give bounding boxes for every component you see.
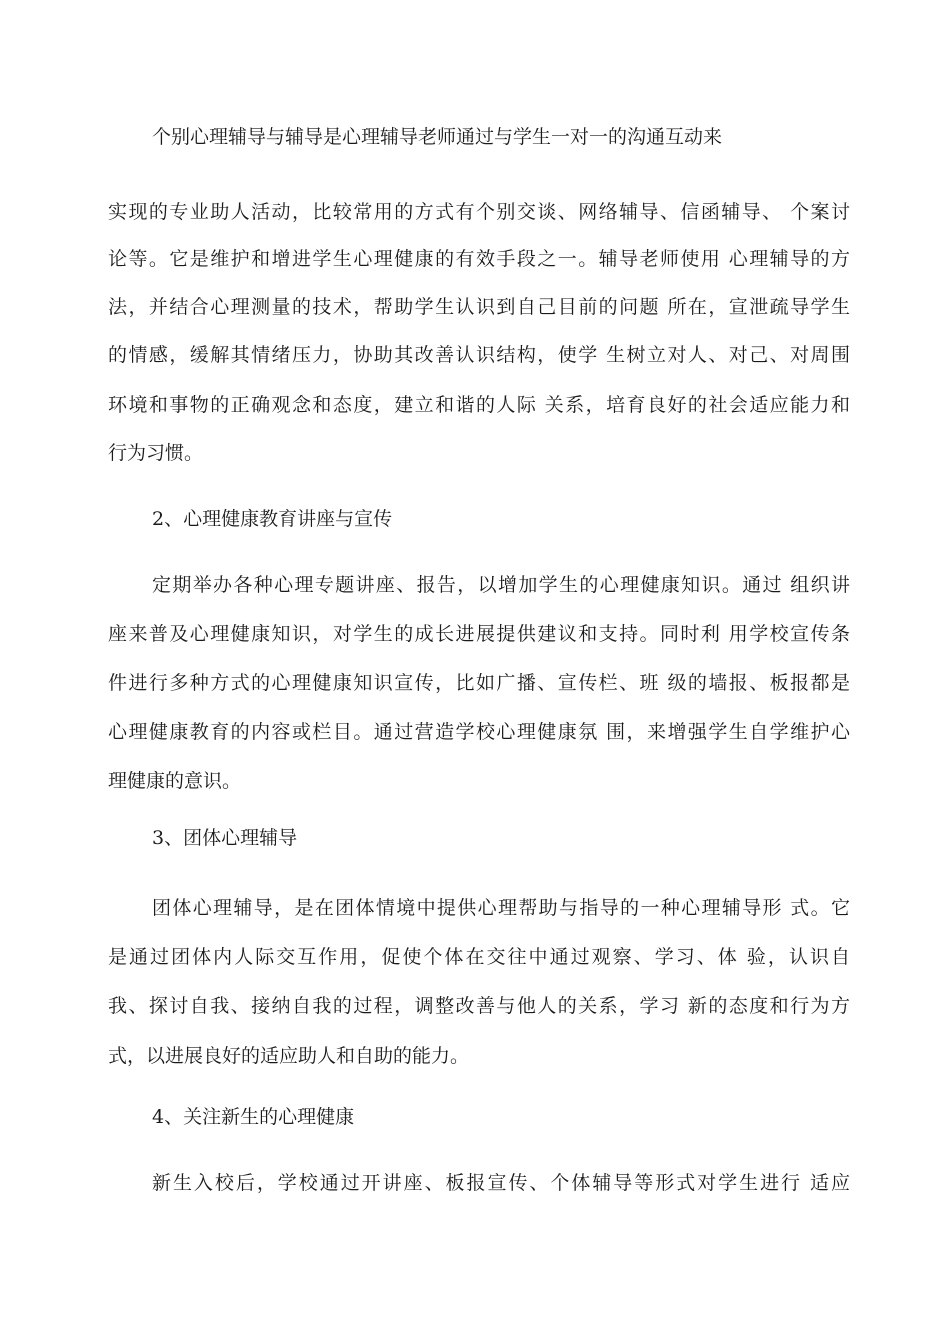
paragraph-line: 团体心理辅导，是在团体情境中提供心理帮助与指导的一种心理辅导形 式。它 [152, 897, 850, 919]
paragraph-line: 环境和事物的正确观念和态度，建立和谐的人际 关系，培育良好的社会适应能力和 [108, 394, 850, 416]
paragraph-line: 行为习惯。 [108, 442, 204, 464]
intro-first-line: 个别心理辅导与辅导是心理辅导老师通过与学生一对一的沟通互动来 [152, 126, 723, 148]
paragraph-line: 理健康的意识。 [108, 770, 242, 792]
paragraph-line: 新生入校后，学校通过开讲座、板报宣传、个体辅导等形式对学生进行 适应 [152, 1172, 850, 1194]
paragraph-line: 件进行多种方式的心理健康知识宣传，比如广播、宣传栏、班 级的墙报、板报都是 [108, 672, 850, 694]
section-heading-4: 4、关注新生的心理健康 [152, 1106, 355, 1128]
paragraph-line: 是通过团体内人际交互作用，促使个体在交往中通过观察、学习、体 验，认识自 [108, 946, 850, 968]
paragraph-line: 定期举办各种心理专题讲座、报告，以增加学生的心理健康知识。通过 组织讲 [152, 574, 850, 596]
paragraph-line: 我、探讨自我、接纳自我的过程，调整改善与他人的关系，学习 新的态度和行为方 [108, 995, 850, 1017]
section-heading-2: 2、心理健康教育讲座与宣传 [152, 508, 393, 530]
paragraph-line: 实现的专业助人活动，比较常用的方式有个别交谈、网络辅导、信函辅导、 个案讨 [108, 201, 850, 223]
paragraph-line: 法，并结合心理测量的技术，帮助学生认识到自己目前的问题 所在，宣泄疏导学生 [108, 296, 850, 318]
paragraph-line: 心理健康教育的内容或栏目。通过营造学校心理健康氛 围，来增强学生自学维护心 [108, 721, 850, 743]
paragraph-line: 的情感，缓解其情绪压力，协助其改善认识结构，使学 生树立对人、对己、对周围 [108, 344, 850, 366]
paragraph-line: 论等。它是维护和增进学生心理健康的有效手段之一。辅导老师使用 心理辅导的方 [108, 248, 850, 270]
section-heading-3: 3、团体心理辅导 [152, 827, 298, 849]
paragraph-line: 座来普及心理健康知识，对学生的成长进展提供建议和支持。同时利 用学校宣传条 [108, 623, 850, 645]
paragraph-line: 式，以进展良好的适应助人和自助的能力。 [108, 1045, 470, 1067]
